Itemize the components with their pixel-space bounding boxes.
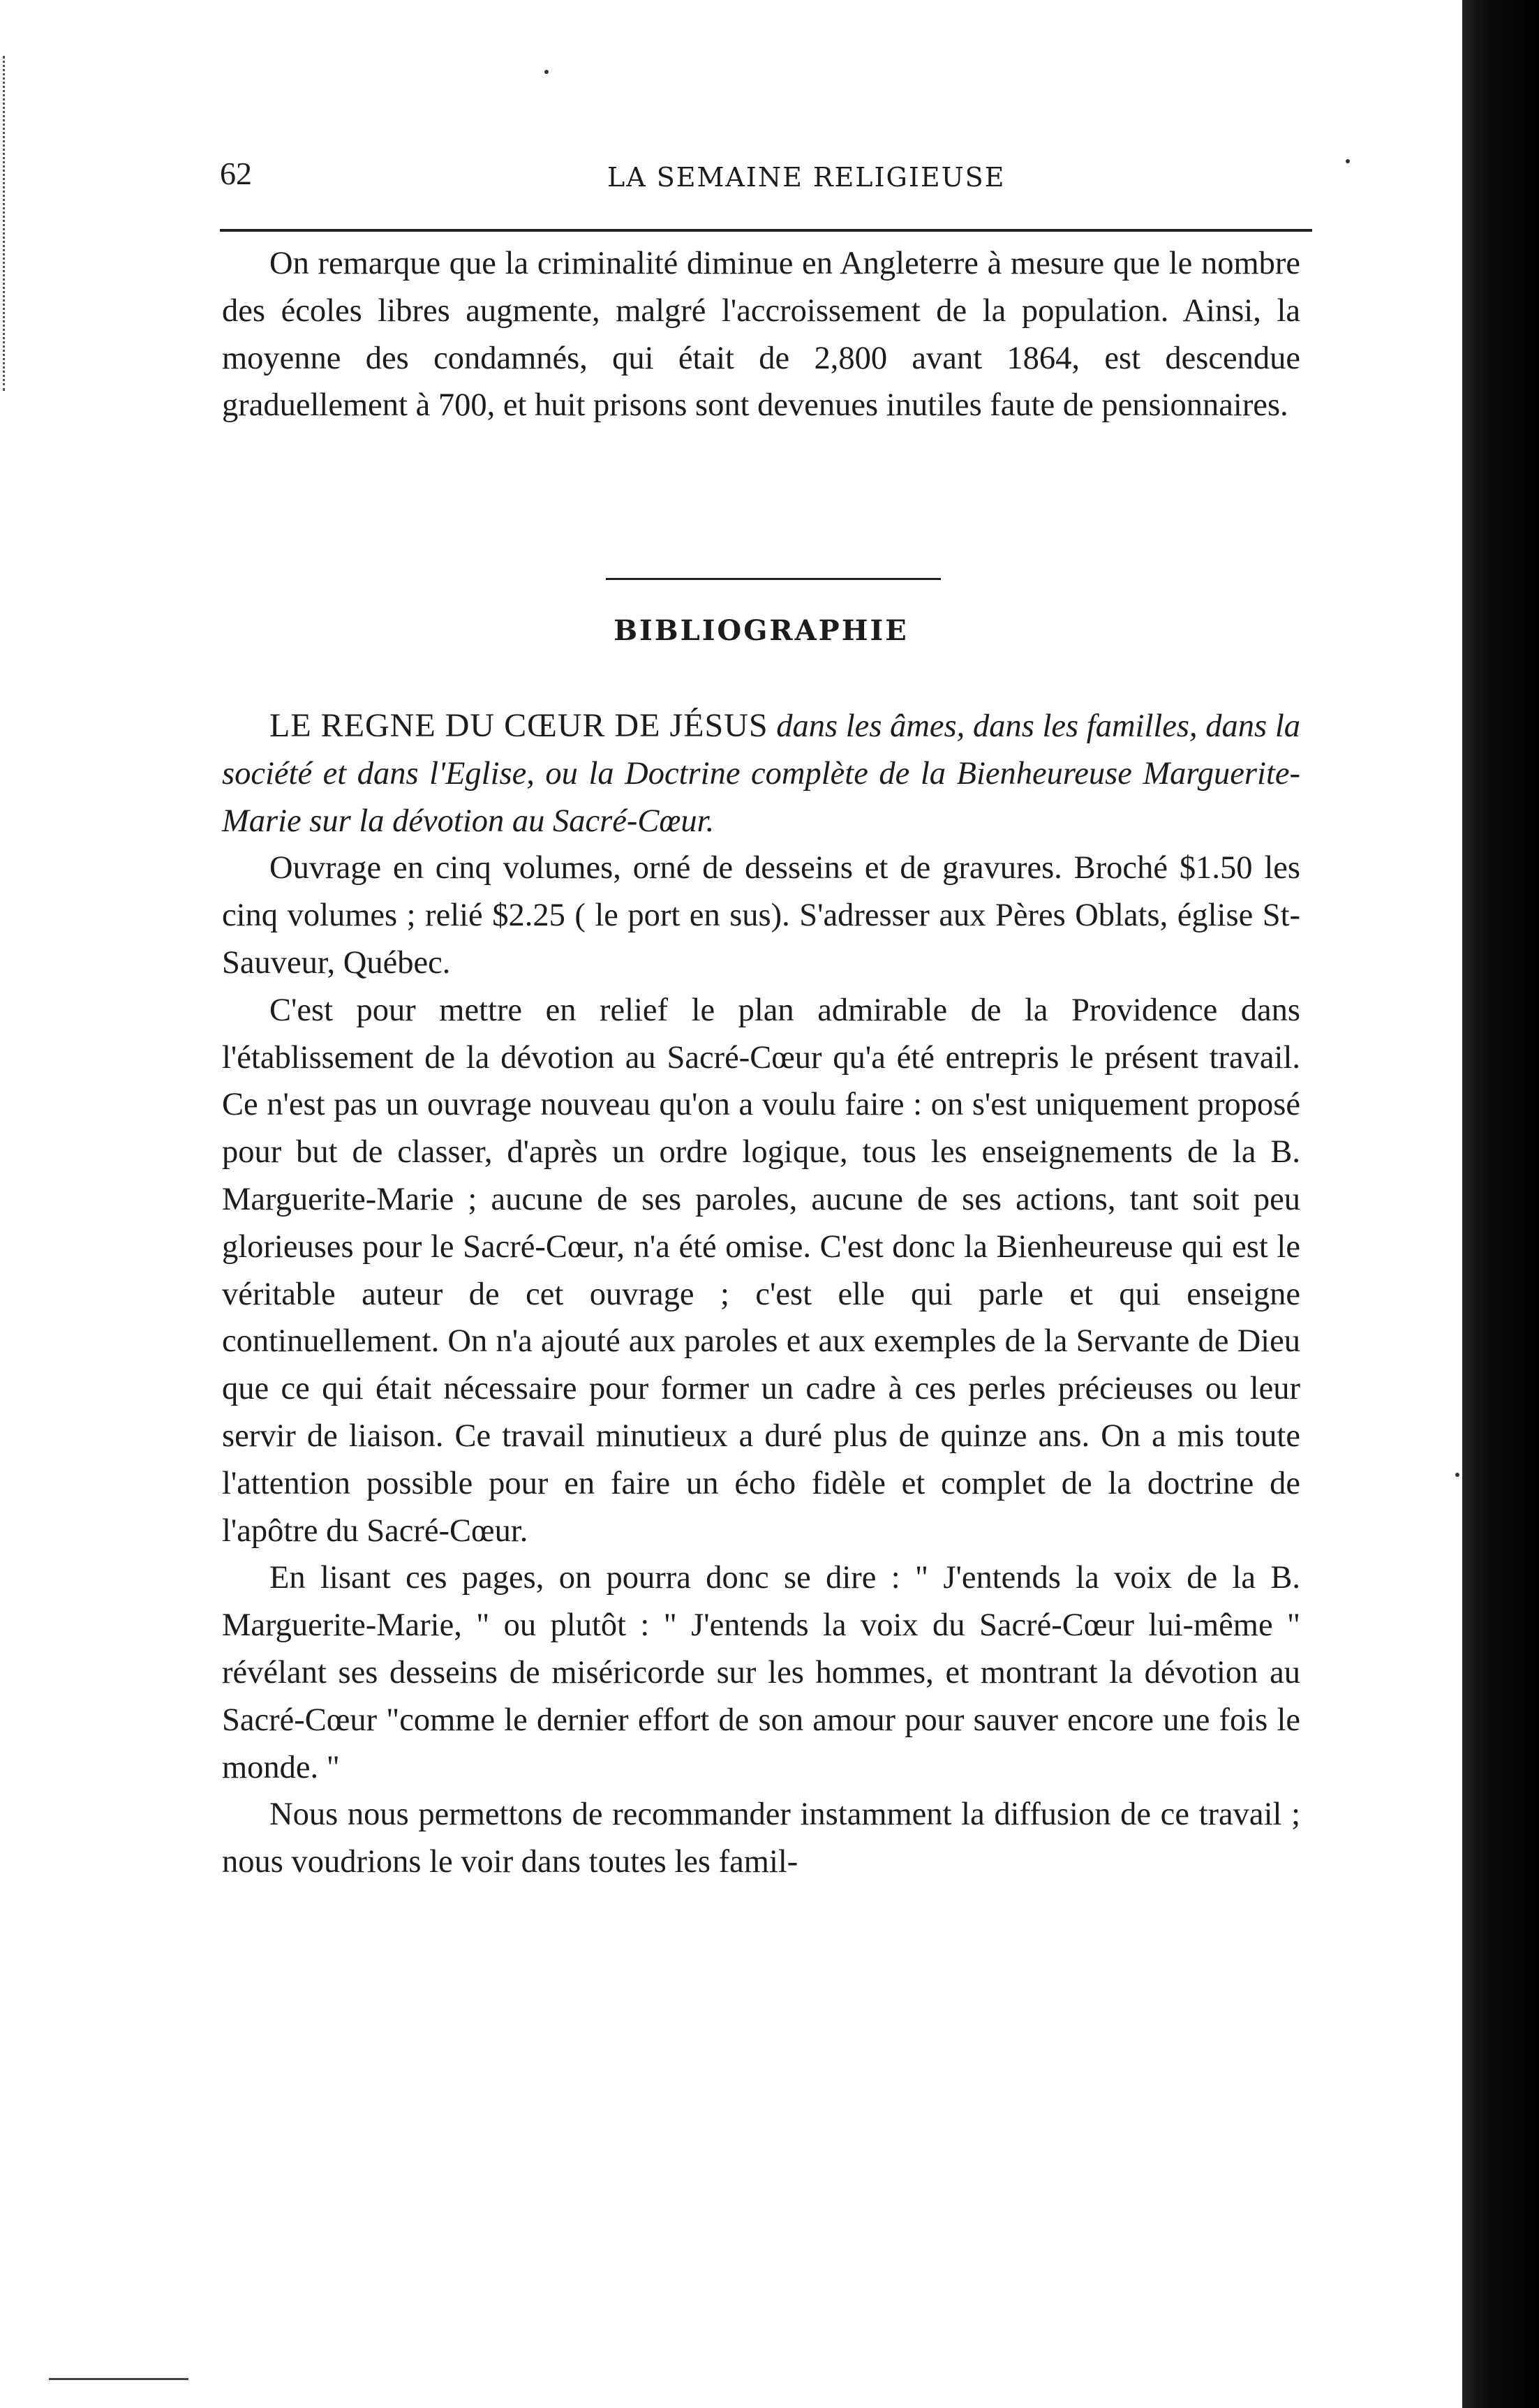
- review-block: [222, 702, 1300, 1886]
- running-title: LA SEMAINE RELIGIEUSE: [607, 162, 1006, 193]
- footer-rule: [49, 2378, 188, 2380]
- page-number: 62: [220, 156, 252, 191]
- book-subtitle: dans les âmes, dans les familles, dans la société et dans l'Eglise, ou la Doctrine complète de la Bienheureuse Marguerite-Marie sur la dévotion au Sacré-Cœur.: [222, 708, 1300, 839]
- review-paragraph: En lisant ces pages, on pourra donc se dire : " J'entends la voix de la B. Marguerite-Marie, " ou plutôt : " J'entends la voix du Sacré-Cœur lui-même " révélant ses desseins de miséricorde sur les hommes, et montrant la dévotion au Sacré-Cœur "comme le dernier effort de son amour pour sauver encore une fois le monde. ": [222, 1560, 1300, 1785]
- scan-speck: [1346, 159, 1350, 163]
- scan-speck: [544, 70, 549, 74]
- section-title: BIBLIOGRAPHIE: [614, 614, 909, 647]
- scan-speck: [1455, 1473, 1459, 1477]
- scan-binding-shadow: [1462, 0, 1539, 2408]
- running-head: [220, 155, 1309, 204]
- scan-left-edge-artifact: [3, 56, 10, 391]
- review-paragraph: Ouvrage en cinq volumes, orné de desseins et de gravures. Broché $1.50 les cinq volumes ; relié $2.25 ( le port en sus). S'adresser aux Pères Oblats, église St-Sauveur, Québec.: [222, 850, 1300, 981]
- intro-paragraph: On remarque que la criminalité diminue en Angleterre à mesure que le nombre des écoles libres augmente, malgré l'accroissement de la population. Ainsi, la moyenne des condamnés, qui était de 2,800 avant 1864, est descendue graduellement à 700, et huit prisons sont devenues inutiles faute de pensionnaires.: [222, 246, 1300, 424]
- review-paragraph: Nous nous permettons de recommander instamment la diffusion de ce travail ; nous voudrions le voir dans toutes les famil-: [222, 1797, 1300, 1880]
- intro-paragraph-block: [222, 240, 1300, 429]
- book-title: LE REGNE DU CŒUR DE JÉSUS: [269, 707, 768, 744]
- book-citation: [222, 702, 1300, 845]
- header-rule: [220, 229, 1312, 232]
- section-divider: [606, 578, 941, 580]
- review-paragraph: C'est pour mettre en relief le plan admirable de la Providence dans l'établissement de la dévotion au Sacré-Cœur qu'a été entrepris le présent travail. Ce n'est pas un ouvrage nouveau qu'on a voulu faire : on s'est uniquement proposé pour but de classer, d'après un ordre logique, tous les enseignements de la B. Marguerite-Marie ; aucune de ses paroles, aucune de ses actions, tant soit peu glorieuses pour le Sacré-Cœur, n'a été omise. C'est donc la Bienheureuse qui est le véritable auteur de cet ouvrage ; c'est elle qui parle et qui enseigne continuellement. On n'a ajouté aux paroles et aux exemples de la Servante de Dieu que ce qui était nécessaire pour former un cadre à ces perles précieuses ou leur servir de liaison. Ce travail minutieux a duré plus de quinze ans. On a mis toute l'attention possible pour en faire un écho fidèle et complet de la doctrine de l'apôtre du Sacré-Cœur.: [222, 992, 1300, 1549]
